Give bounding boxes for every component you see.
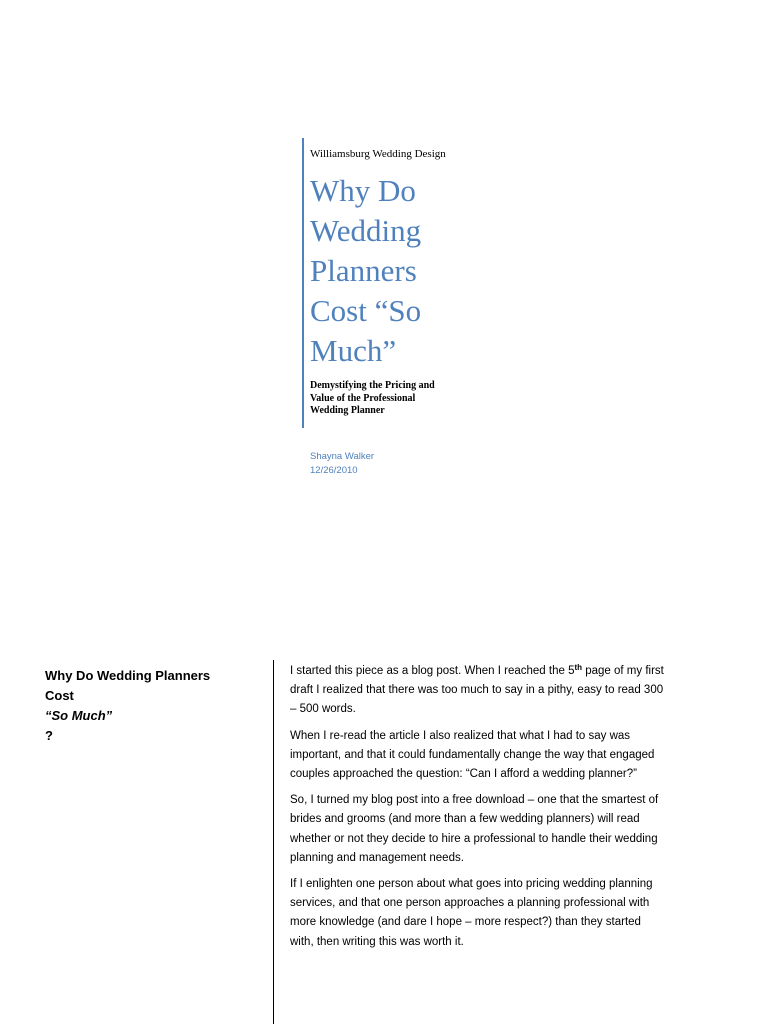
cover-subtitle-line: Wedding Planner	[310, 405, 385, 416]
paragraph-line	[290, 662, 730, 681]
paragraph-line: services, and that one person approaches a planning professional with	[290, 897, 650, 910]
paragraph-line: with, then writing this was worth it.	[290, 935, 464, 948]
article-body	[290, 662, 730, 959]
paragraph-line: more knowledge (and dare I hope – more respect?) than they started	[290, 916, 641, 929]
article-side-heading	[45, 666, 260, 746]
superscript: th	[574, 663, 583, 672]
paragraph-line: If I enlighten one person about what goes into pricing wedding planning	[290, 878, 653, 891]
column-divider	[273, 660, 274, 1024]
publish-date: 12/26/2010	[310, 465, 358, 476]
paragraph	[290, 727, 730, 785]
cover-subtitle	[310, 380, 460, 418]
text-run: I started this piece as a blog post. When I reached the 5	[290, 665, 575, 677]
paragraph-line: important, and that it could fundamentally change the way that engaged	[290, 748, 655, 761]
company-name: Williamsburg Wedding Design	[310, 148, 446, 160]
paragraph-line: planning and management needs.	[290, 851, 464, 864]
cover-title-line: Much”	[310, 333, 397, 368]
author-block	[310, 450, 374, 478]
side-heading-prefix: Cost	[45, 688, 74, 703]
paragraph	[290, 662, 730, 720]
cover-title-line: Why Do	[310, 173, 416, 208]
cover-subtitle-line: Value of the Professional	[310, 392, 416, 404]
side-heading-line: Why Do Wedding Planners	[45, 668, 211, 683]
paragraph	[290, 875, 730, 952]
paragraph-line: brides and grooms (and more than a few wedding planners) will read	[290, 813, 640, 826]
cover-accent-rule	[302, 138, 304, 428]
side-heading-suffix: ?	[45, 728, 53, 743]
paragraph-line: When I re-read the article I also realized that what I had to say was	[290, 729, 631, 742]
text-run: page of my first	[582, 665, 664, 677]
paragraph-line: – 500 words.	[290, 703, 356, 716]
cover-title-line: Wedding	[310, 213, 422, 248]
side-heading-emphasis: “So Much”	[45, 708, 113, 723]
cover-title-line: Cost “So	[310, 293, 422, 328]
paragraph-line: whether or not they decide to hire a professional to handle their wedding	[290, 832, 658, 845]
cover-title	[310, 171, 480, 371]
side-heading-line	[45, 686, 260, 746]
cover-subtitle-line: Demystifying the Pricing and	[310, 380, 435, 391]
paragraph	[290, 791, 730, 868]
cover-title-line: Planners	[310, 253, 417, 288]
author-name: Shayna Walker	[310, 451, 375, 462]
paragraph-line: draft I realized that there was too much to say in a pithy, easy to read 300	[290, 684, 664, 697]
paragraph-line: couples approached the question: “Can I afford a wedding planner?”	[290, 768, 637, 781]
paragraph-line: So, I turned my blog post into a free download – one that the smartest of	[290, 794, 659, 807]
